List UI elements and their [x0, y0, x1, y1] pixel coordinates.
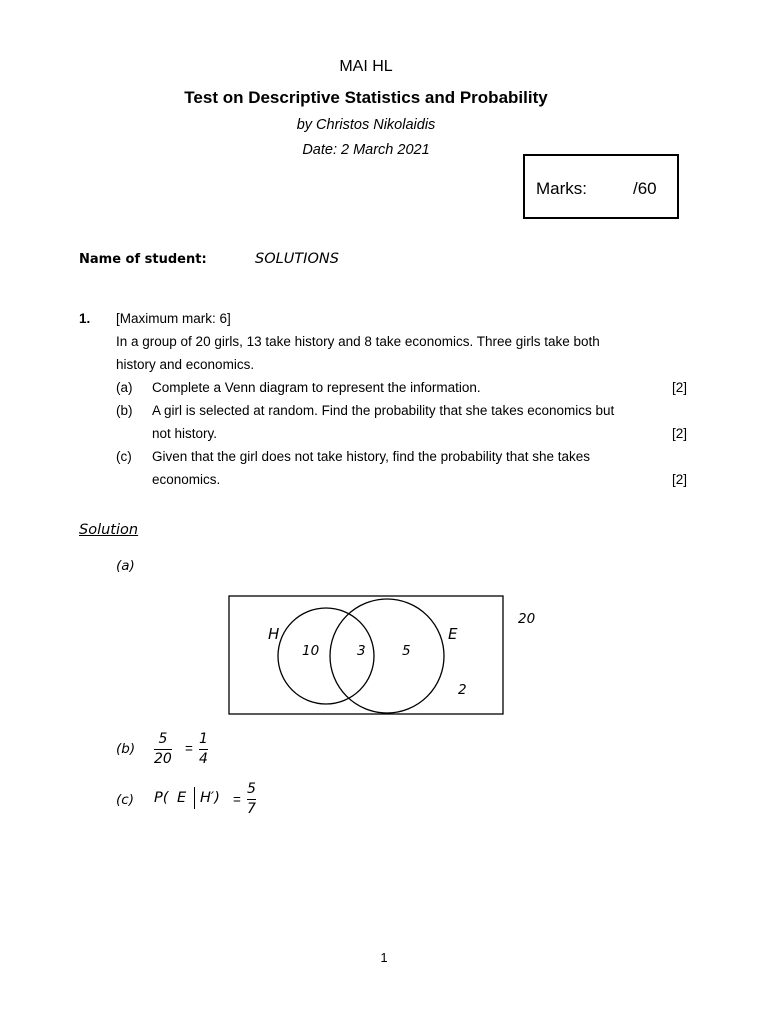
fraction-numerator: 5	[158, 731, 168, 747]
question-stem-line-1: In a group of 20 girls, 13 take history and 8 take economics. Three girls take both	[116, 334, 600, 349]
venn-e-only: 5	[402, 643, 411, 659]
test-title: Test on Descriptive Statistics and Probability	[184, 88, 548, 107]
part-b-text-line-1: A girl is selected at random. Find the probability that she takes economics but	[152, 403, 615, 418]
fraction-bar	[154, 749, 172, 750]
marks-label: Marks:	[536, 179, 587, 198]
part-c-text-line-2: economics.	[152, 472, 221, 487]
question-max-mark: [Maximum mark: 6]	[116, 311, 231, 326]
page-number: 1	[380, 950, 388, 965]
venn-total: 20	[518, 611, 536, 627]
fraction-denominator: 20	[154, 751, 172, 767]
venn-intersection: 3	[357, 643, 366, 659]
fraction-numerator: 1	[199, 731, 208, 747]
venn-label-h: H	[268, 625, 280, 643]
part-b-text-line-2: not history.	[152, 426, 218, 441]
student-name-label: Name of student:	[79, 252, 207, 267]
fraction-5-over-7	[247, 781, 256, 818]
solution-part-c-label: (c)	[116, 792, 134, 808]
part-a-text: Complete a Venn diagram to represent the information.	[152, 380, 481, 395]
solution-part-a-label: (a)	[116, 558, 135, 574]
fraction-numerator: 5	[247, 781, 256, 797]
venn-circle-e	[330, 599, 444, 713]
fraction-denominator: 4	[199, 751, 208, 767]
equals-sign: =	[233, 792, 241, 807]
equals-sign: =	[185, 741, 193, 756]
question-number: 1.	[79, 311, 91, 326]
part-c-marks: [2]	[672, 472, 688, 487]
marks-box	[523, 154, 679, 219]
fraction-bar	[247, 799, 256, 800]
marks-total: /60	[633, 179, 657, 198]
question-stem-line-2: history and economics.	[116, 357, 255, 372]
fraction-1-over-4	[199, 731, 208, 768]
fraction-bar	[199, 749, 208, 750]
solution-part-b-label: (b)	[116, 741, 136, 757]
given-bar	[194, 787, 195, 809]
fraction-5-over-20	[154, 731, 172, 768]
author-line: by Christos Nikolaidis	[296, 117, 436, 133]
conditional-prob-event-e: E	[177, 790, 187, 806]
part-a-label: (a)	[116, 380, 133, 395]
part-c-label: (c)	[116, 449, 132, 464]
course-title: MAI HL	[339, 58, 393, 75]
fraction-denominator: 7	[247, 801, 256, 817]
part-b-marks: [2]	[672, 426, 688, 441]
date-line: Date: 2 March 2021	[302, 142, 430, 158]
solution-heading: Solution	[79, 522, 139, 538]
conditional-prob-given-h: H′)	[200, 790, 220, 806]
part-a-marks: [2]	[672, 380, 688, 395]
venn-label-e: E	[448, 625, 458, 643]
part-b-label: (b)	[116, 403, 133, 418]
venn-h-only: 10	[302, 643, 320, 659]
student-name-value: SOLUTIONS	[255, 251, 339, 267]
venn-neither: 2	[458, 682, 467, 698]
conditional-prob-p: P(	[154, 790, 169, 806]
part-c-text-line-1: Given that the girl does not take history, find the probability that she takes	[152, 449, 590, 464]
venn-diagram	[225, 592, 555, 718]
